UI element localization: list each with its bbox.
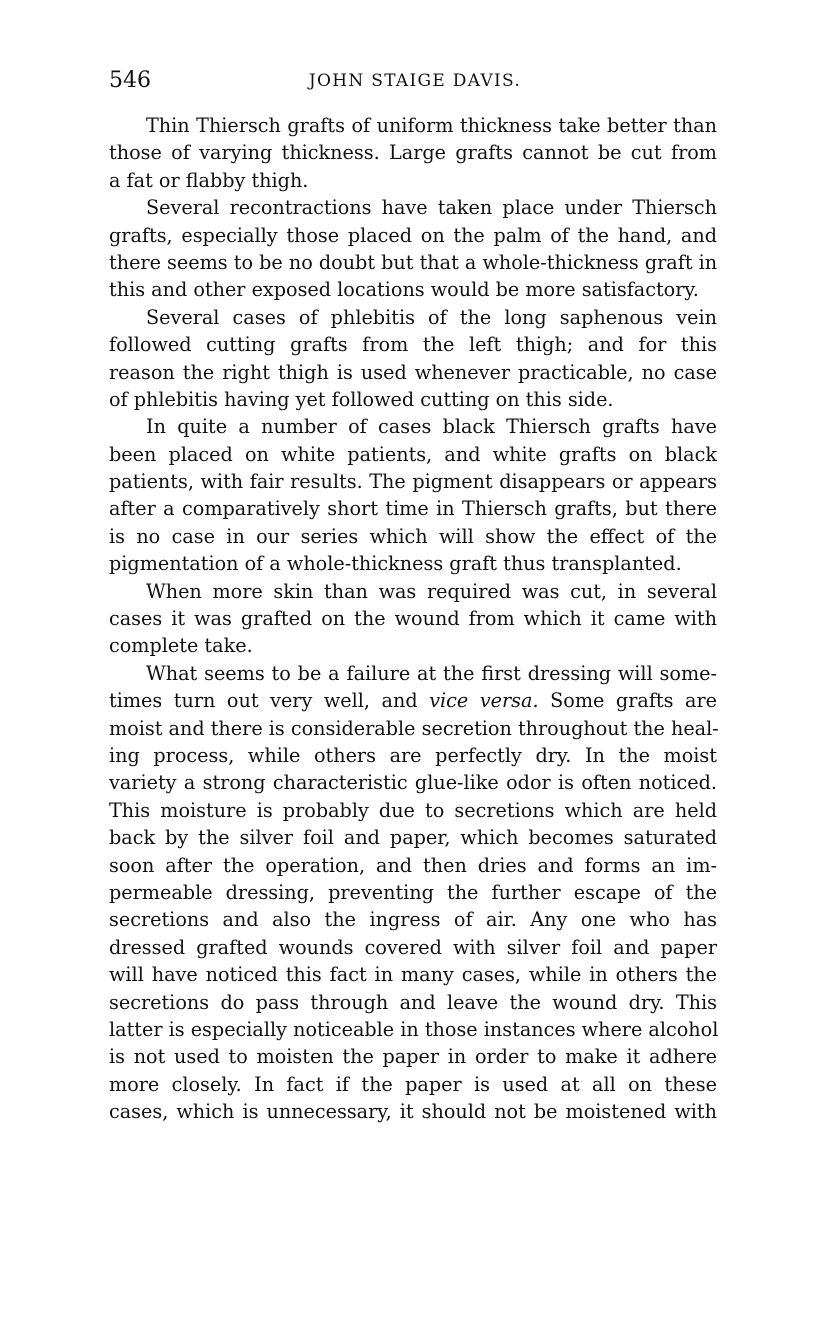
text-line: Several cases of phlebitis of the long saphenous vein	[146, 305, 717, 329]
text-line: reason the right thigh is used whenever practicable, no case	[109, 360, 717, 384]
text-line: those of varying thickness. Large grafts cannot be cut from	[109, 141, 717, 165]
text-line: Several recontractions have taken place under Thiersch	[146, 196, 717, 220]
text-line: moist and there is considerable secretion throughout the heal-	[109, 716, 719, 740]
text-line: more closely. In fact if the paper is used at all on these	[109, 1072, 717, 1096]
text-line: secretions do pass through and leave the wound dry. This	[109, 990, 717, 1014]
text-line: secretions and also the ingress of air. Any one who has	[109, 908, 717, 932]
text-line: is not used to moisten the paper in order to make it adhere	[109, 1045, 717, 1069]
text-line: What seems to be a failure at the first dressing will some-	[146, 661, 717, 685]
text-line: pigmentation of a whole-thickness graft thus transplanted.	[109, 552, 682, 576]
text-line: after a comparatively short time in Thiersch grafts, but there	[109, 497, 717, 521]
text-line: will have noticed this fact in many cases, while in others the	[109, 963, 717, 987]
text-line: grafts, especially those placed on the palm of the hand, and	[109, 223, 717, 247]
text-line: Thin Thiersch grafts of uniform thickness take better than	[146, 114, 717, 137]
text-run: Some grafts are	[538, 689, 717, 713]
text-line: ing process, while others are perfectly dry. In the moist	[109, 743, 717, 767]
text-line: this and other exposed locations would be more satisfactory.	[109, 278, 699, 302]
text-line: permeable dressing, preventing the further escape of the	[109, 880, 717, 904]
text-line: soon after the operation, and then dries and forms an im-	[109, 853, 717, 877]
text-line: This moisture is probably due to secretions which are held	[109, 798, 717, 822]
text-line: cases, which is unnecessary, it should not be moistened with	[109, 1100, 717, 1124]
text-line: cases it was grafted on the wound from which it came with	[109, 607, 717, 631]
text-line: back by the silver foil and paper, which becomes saturated	[109, 826, 717, 850]
text-line: In quite a number of cases black Thiersch grafts have	[146, 415, 717, 439]
text-line: a fat or flabby thigh.	[109, 168, 309, 192]
paragraph	[109, 194, 717, 304]
text-line: followed cutting grafts from the left thigh; and for this	[109, 333, 717, 357]
text-line: latter is especially noticeable in those instances where alcohol	[109, 1017, 719, 1041]
text-run: times turn out very well, and	[109, 689, 430, 713]
text-line: of phlebitis having yet followed cutting on this side.	[109, 387, 614, 411]
paragraph	[109, 112, 717, 194]
text-line: patients, with fair results. The pigment disappears or appears	[109, 470, 717, 494]
italic-phrase: vice versa.	[429, 689, 539, 713]
body-text	[109, 112, 717, 1125]
running-title: JOHN STAIGE DAVIS.	[308, 71, 522, 91]
text-line: is no case in our series which will show the effect of the	[109, 524, 717, 548]
paragraph	[109, 413, 717, 577]
text-line: complete take.	[109, 634, 253, 658]
page-number: 546	[109, 68, 151, 93]
text-line: When more skin than was required was cut, in several	[146, 579, 717, 603]
paragraph	[109, 578, 717, 660]
text-line: there seems to be no doubt but that a whole-thickness graft in	[109, 250, 718, 274]
text-line-with-italic	[109, 687, 717, 714]
paragraph	[109, 660, 717, 1126]
text-line: variety a strong characteristic glue-like odor is often noticed.	[109, 771, 717, 795]
text-line: dressed grafted wounds covered with silver foil and paper	[109, 935, 717, 959]
running-head	[109, 66, 717, 96]
text-line: been placed on white patients, and white grafts on black	[109, 442, 717, 466]
paragraph	[109, 304, 717, 414]
